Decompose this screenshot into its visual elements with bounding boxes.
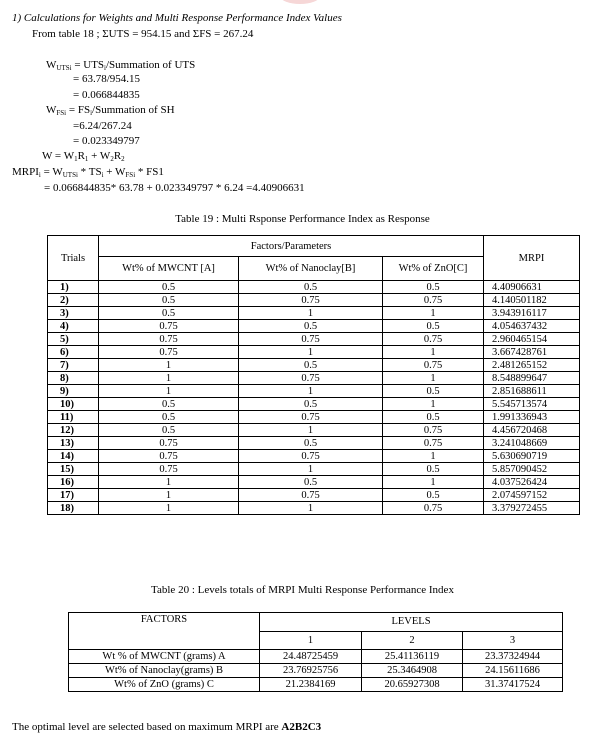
zno-cell: 0.75 xyxy=(383,359,484,372)
mwcnt-cell: 0.5 xyxy=(99,398,239,411)
level-3-cell: 31.37417524 xyxy=(463,678,563,692)
nanoclay-cell: 1 xyxy=(239,463,383,476)
factor-cell: Wt% of ZnO (grams) C xyxy=(69,678,260,692)
trial-cell: 7) xyxy=(48,359,99,372)
mwcnt-cell: 1 xyxy=(99,502,239,515)
nanoclay-cell: 0.5 xyxy=(239,398,383,411)
zno-cell: 0.75 xyxy=(383,502,484,515)
trial-cell: 11) xyxy=(48,411,99,424)
wuts-value: = 0.066844835 xyxy=(73,89,140,101)
mrpi-cell: 2.074597152 xyxy=(484,489,580,502)
level-2-cell: 25.41136119 xyxy=(362,650,463,664)
nanoclay-cell: 1 xyxy=(239,502,383,515)
table19-header-row-1 xyxy=(48,236,580,257)
mrpi-final-value: = 0.066844835* 63.78 + 0.023349797 * 6.24 =4.40906631 xyxy=(44,182,305,194)
optimal-levels: A2B2C3 xyxy=(281,721,322,733)
table-row xyxy=(48,307,580,320)
level-3-header: 3 xyxy=(463,631,563,650)
nanoclay-cell: 1 xyxy=(239,307,383,320)
nanoclay-cell: 0.75 xyxy=(239,411,383,424)
level-3-cell: 23.37324944 xyxy=(463,650,563,664)
mrpi-cell: 4.40906631 xyxy=(484,281,580,294)
trial-cell: 8) xyxy=(48,372,99,385)
table-row xyxy=(48,372,580,385)
wuts-ratio: = 63.78/954.15 xyxy=(73,73,141,85)
mwcnt-cell: 1 xyxy=(99,372,239,385)
zno-cell: 0.5 xyxy=(383,489,484,502)
mrpi-cell: 5.857090452 xyxy=(484,463,580,476)
nanoclay-cell: 0.5 xyxy=(239,437,383,450)
trial-cell: 12) xyxy=(48,424,99,437)
trial-cell: 2) xyxy=(48,294,99,307)
mrpi-cell: 3.379272455 xyxy=(484,502,580,515)
zno-cell: 1 xyxy=(383,398,484,411)
nanoclay-cell: 0.5 xyxy=(239,359,383,372)
mwcnt-cell: 0.75 xyxy=(99,333,239,346)
zno-cell: 1 xyxy=(383,372,484,385)
zno-cell: 1 xyxy=(383,450,484,463)
zno-cell: 0.75 xyxy=(383,333,484,346)
mrpi-cell: 2.851688611 xyxy=(484,385,580,398)
mwcnt-cell: 1 xyxy=(99,385,239,398)
factors-header: FACTORS xyxy=(69,613,260,650)
table-row xyxy=(69,650,563,664)
trial-cell: 5) xyxy=(48,333,99,346)
nanoclay-cell: 0.75 xyxy=(239,294,383,307)
wuts-equation: $W_{UTSi}$ = $UTS_i$/Summation of UTS xyxy=(46,59,196,72)
mrpi-cell: 2.481265152 xyxy=(484,359,580,372)
mrpi-cell: 2.960465154 xyxy=(484,333,580,346)
wfs-ratio: =6.24/267.24 xyxy=(73,120,132,132)
mrpi-cell: 3.943916117 xyxy=(484,307,580,320)
table-row xyxy=(48,411,580,424)
table-row xyxy=(48,502,580,515)
mrpi-cell: 8.548899647 xyxy=(484,372,580,385)
mwcnt-cell: 0.5 xyxy=(99,281,239,294)
trials-header: Trials xyxy=(48,236,99,281)
level-1-cell: 24.48725459 xyxy=(260,650,362,664)
zno-cell: 0.75 xyxy=(383,424,484,437)
col-nanoclay-header: Wt% of Nanoclay[B] xyxy=(239,257,383,281)
zno-cell: 1 xyxy=(383,346,484,359)
table-row xyxy=(48,489,580,502)
wfs-equation: $W_{FSi}$ = $FS_i$/Summation of SH xyxy=(46,104,175,117)
weight-equation: $W = W_1R_1 + W_2R_2$ xyxy=(42,150,125,163)
level-3-cell: 24.15611686 xyxy=(463,664,563,678)
zno-cell: 0.75 xyxy=(383,437,484,450)
zno-cell: 0.5 xyxy=(383,463,484,476)
trial-cell: 16) xyxy=(48,476,99,489)
mwcnt-cell: 1 xyxy=(99,489,239,502)
mrpi-cell: 5.545713574 xyxy=(484,398,580,411)
mwcnt-cell: 0.75 xyxy=(99,463,239,476)
decorative-mark xyxy=(280,0,320,4)
level-1-cell: 23.76925756 xyxy=(260,664,362,678)
nanoclay-cell: 0.5 xyxy=(239,320,383,333)
mrpi-cell: 4.037526424 xyxy=(484,476,580,489)
trial-cell: 10) xyxy=(48,398,99,411)
levels-header: LEVELS xyxy=(260,613,563,632)
zno-cell: 0.5 xyxy=(383,281,484,294)
table-row xyxy=(48,398,580,411)
from-table-line: From table 18 ; ΣUTS = 954.15 and ΣFS = 267.24 xyxy=(32,28,254,40)
nanoclay-cell: 0.75 xyxy=(239,450,383,463)
mwcnt-cell: 0.75 xyxy=(99,450,239,463)
table-row xyxy=(48,463,580,476)
section-heading: 1) Calculations for Weights and Multi Response Performance Index Values xyxy=(12,12,342,24)
mrpi-header: MRPI xyxy=(484,236,580,281)
nanoclay-cell: 0.5 xyxy=(239,476,383,489)
trial-cell: 13) xyxy=(48,437,99,450)
mrpi-cell: 3.667428761 xyxy=(484,346,580,359)
mrpi-table xyxy=(47,235,580,515)
trial-cell: 4) xyxy=(48,320,99,333)
level-1-cell: 21.2384169 xyxy=(260,678,362,692)
factor-cell: Wt% of Nanoclay(grams) B xyxy=(69,664,260,678)
table-row xyxy=(48,385,580,398)
table19-caption: Table 19 : Multi Rsponse Performance Index as Response xyxy=(175,213,430,225)
level-2-cell: 20.65927308 xyxy=(362,678,463,692)
table-row xyxy=(48,333,580,346)
mwcnt-cell: 0.5 xyxy=(99,294,239,307)
table-row xyxy=(69,678,563,692)
mwcnt-cell: 0.75 xyxy=(99,320,239,333)
mwcnt-cell: 1 xyxy=(99,359,239,372)
trial-cell: 1) xyxy=(48,281,99,294)
trial-cell: 18) xyxy=(48,502,99,515)
wfs-value: = 0.023349797 xyxy=(73,135,140,147)
trial-cell: 14) xyxy=(48,450,99,463)
table-row xyxy=(48,346,580,359)
level-2-header: 2 xyxy=(362,631,463,650)
trial-cell: 9) xyxy=(48,385,99,398)
trial-cell: 17) xyxy=(48,489,99,502)
mrpi-equation: $MRPI_i = W_{UTSi} * TS_i + W_{FSi} * FS1$ xyxy=(12,166,164,179)
col-zno-header: Wt% of ZnO[C] xyxy=(383,257,484,281)
zno-cell: 1 xyxy=(383,307,484,320)
mwcnt-cell: 0.5 xyxy=(99,411,239,424)
table-row xyxy=(48,294,580,307)
trial-cell: 6) xyxy=(48,346,99,359)
zno-cell: 0.75 xyxy=(383,294,484,307)
table-row xyxy=(48,450,580,463)
nanoclay-cell: 1 xyxy=(239,424,383,437)
factors-parameters-header: Factors/Parameters xyxy=(99,236,484,257)
table20-caption: Table 20 : Levels totals of MRPI Multi Response Performance Index xyxy=(151,584,454,596)
mwcnt-cell: 0.5 xyxy=(99,424,239,437)
mwcnt-cell: 0.75 xyxy=(99,346,239,359)
table-row xyxy=(48,424,580,437)
table20-header-row-1 xyxy=(69,613,563,632)
factor-cell: Wt % of MWCNT (grams) A xyxy=(69,650,260,664)
nanoclay-cell: 1 xyxy=(239,385,383,398)
mrpi-cell: 4.054637432 xyxy=(484,320,580,333)
table-row xyxy=(48,359,580,372)
table-row xyxy=(48,437,580,450)
table-row xyxy=(69,664,563,678)
mwcnt-cell: 0.5 xyxy=(99,307,239,320)
nanoclay-cell: 0.75 xyxy=(239,489,383,502)
zno-cell: 1 xyxy=(383,476,484,489)
zno-cell: 0.5 xyxy=(383,320,484,333)
zno-cell: 0.5 xyxy=(383,411,484,424)
level-1-header: 1 xyxy=(260,631,362,650)
table-row xyxy=(48,320,580,333)
nanoclay-cell: 0.5 xyxy=(239,281,383,294)
mrpi-cell: 3.241048669 xyxy=(484,437,580,450)
zno-cell: 0.5 xyxy=(383,385,484,398)
nanoclay-cell: 0.75 xyxy=(239,372,383,385)
level-2-cell: 25.3464908 xyxy=(362,664,463,678)
mrpi-cell: 1.991336943 xyxy=(484,411,580,424)
mrpi-cell: 4.456720468 xyxy=(484,424,580,437)
mrpi-cell: 5.630690719 xyxy=(484,450,580,463)
mrpi-cell: 4.140501182 xyxy=(484,294,580,307)
nanoclay-cell: 1 xyxy=(239,346,383,359)
nanoclay-cell: 0.75 xyxy=(239,333,383,346)
mwcnt-cell: 0.75 xyxy=(99,437,239,450)
trial-cell: 3) xyxy=(48,307,99,320)
levels-totals-table xyxy=(68,612,563,692)
col-mwcnt-header: Wt% of MWCNT [A] xyxy=(99,257,239,281)
table-row xyxy=(48,476,580,489)
table-row xyxy=(48,281,580,294)
conclusion-text: The optimal level are selected based on maximum MRPI are A2B2C3 xyxy=(12,721,322,733)
trial-cell: 15) xyxy=(48,463,99,476)
mwcnt-cell: 1 xyxy=(99,476,239,489)
